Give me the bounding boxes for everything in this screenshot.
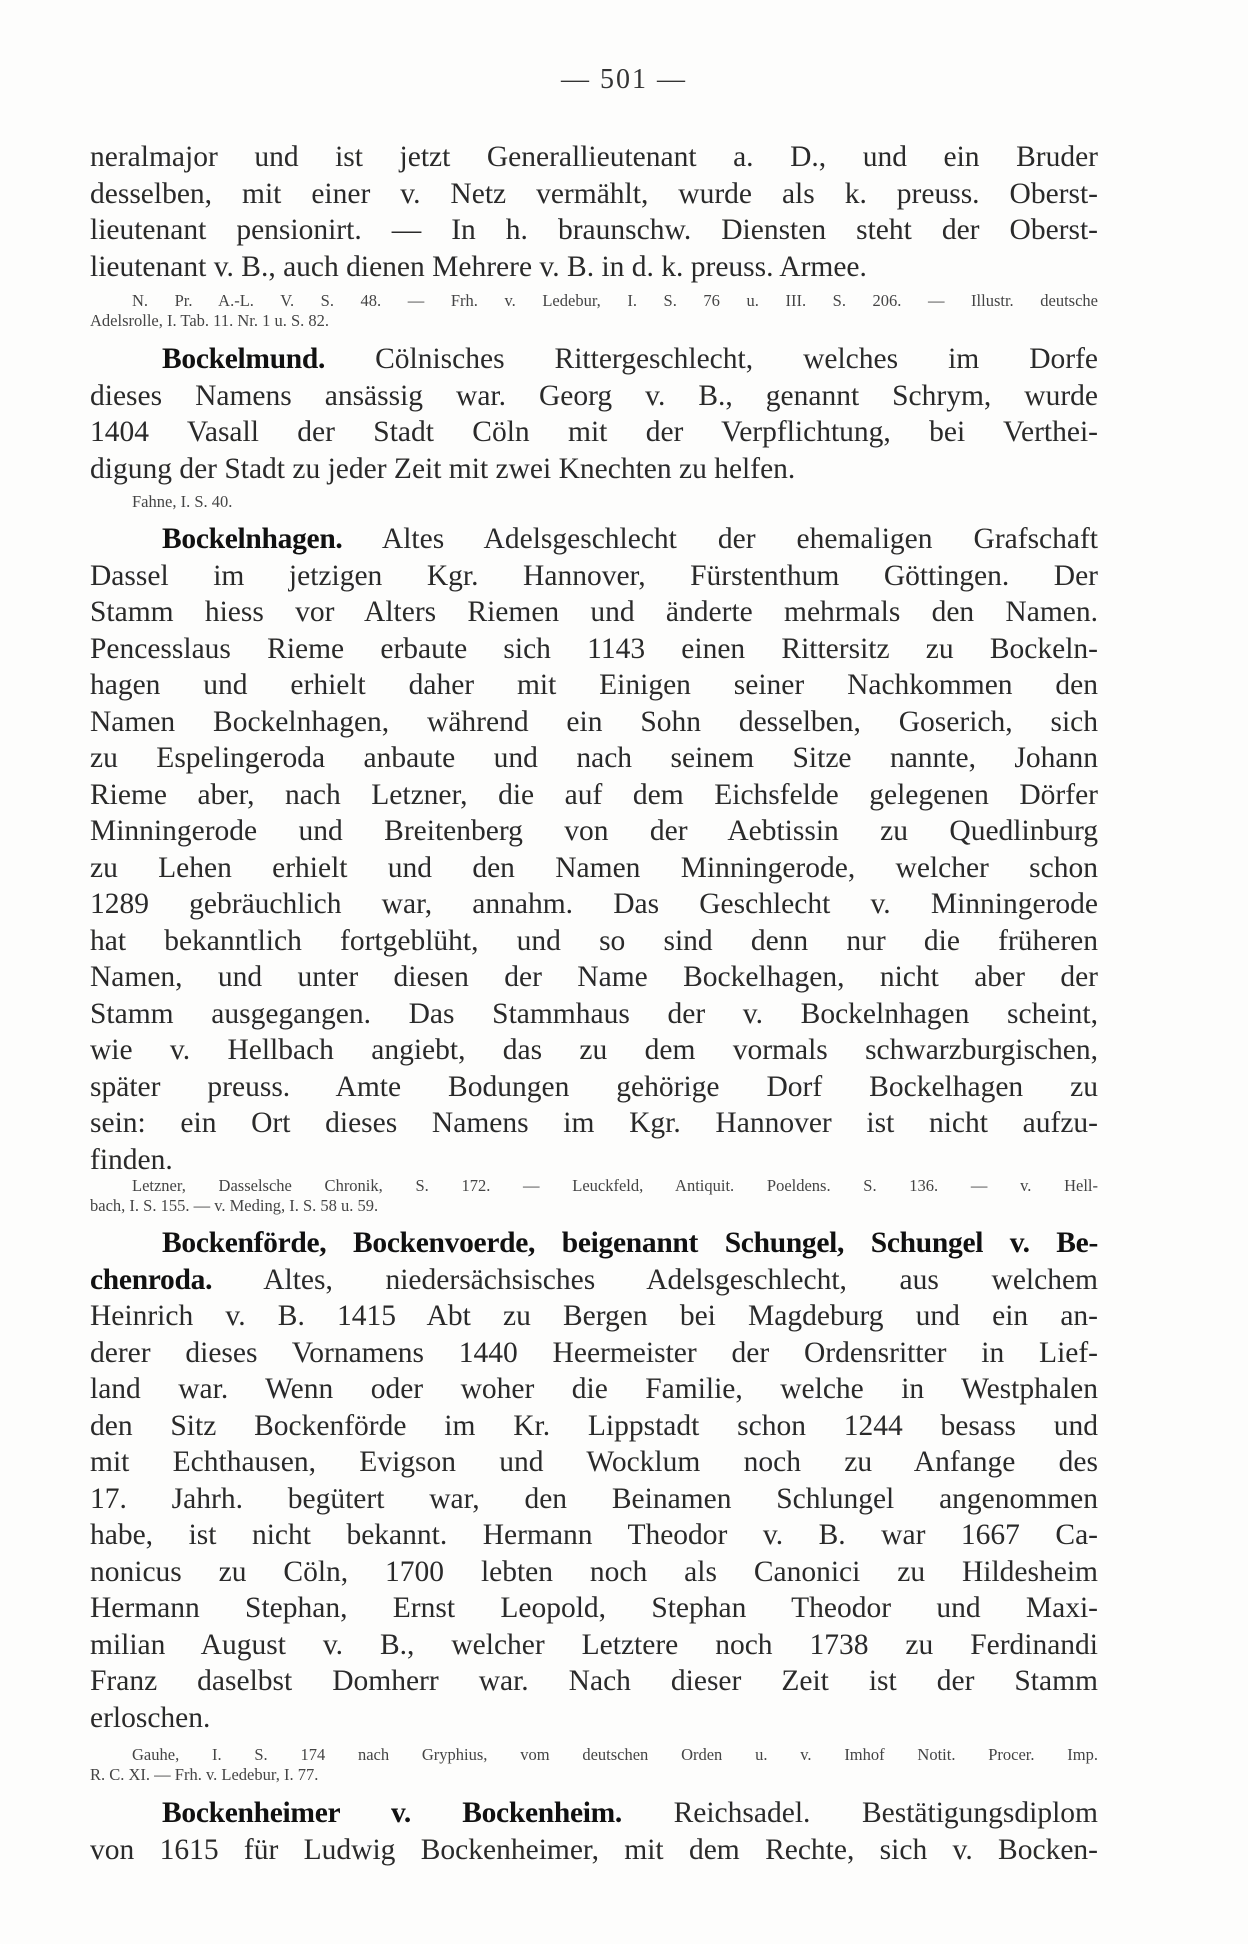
text-line	[90, 1069, 1098, 1106]
article-paragraph	[90, 1795, 1098, 1868]
citation-note	[90, 492, 1098, 512]
text-line	[90, 249, 1098, 286]
text-line	[90, 1663, 1098, 1700]
text-line	[90, 1700, 1098, 1737]
text-line	[90, 959, 1098, 996]
entry-heading: Bockenförde, Bockenvoerde, beigenannt Schungel, Schungel v. Be-	[162, 1227, 1098, 1259]
line-text: Hermann Stephan, Ernst Leopold, Stephan Theodor und Maxi-	[90, 1592, 1098, 1624]
page-number: — 501 —	[561, 64, 687, 95]
line-text: später preuss. Amte Bodungen gehörige Dorf Bockelhagen zu	[90, 1070, 1098, 1103]
text-line	[90, 1225, 1098, 1262]
text-line	[90, 378, 1098, 415]
line-text: Gauhe, I. S. 174 nach Gryphius, vom deutschen Orden u. v. Imhof Notit. Procer. Imp.	[132, 1745, 1098, 1764]
line-text: zu Espelingeroda anbaute und nach seinem Sitze nannte, Johann	[90, 742, 1098, 774]
line-text: Rieme aber, nach Letzner, die auf dem Eichsfelde gelegenen Dörfer	[90, 778, 1098, 811]
text-line	[90, 850, 1098, 887]
text-line	[90, 1262, 1098, 1299]
text-line	[90, 704, 1098, 741]
text-line	[90, 886, 1098, 923]
text-line	[90, 558, 1098, 595]
line-text: Pencesslaus Rieme erbaute sich 1143 einen Rittersitz zu Bockeln-	[90, 632, 1098, 665]
line-text: sein: ein Ort dieses Namens im Kgr. Hannover ist nicht aufzu-	[90, 1107, 1098, 1139]
text-line	[90, 594, 1098, 631]
line-text: 1289 gebräuchlich war, annahm. Das Geschlecht v. Minningerode	[90, 888, 1098, 920]
text-line	[90, 1832, 1098, 1869]
article-paragraph	[90, 341, 1098, 487]
text-line	[90, 667, 1098, 704]
text-line	[90, 813, 1098, 850]
line-text: bach, I. S. 155. — v. Meding, I. S. 58 u. 59.	[90, 1196, 379, 1215]
line-text: Letzner, Dasselsche Chronik, S. 172. — Leuckfeld, Antiquit. Poeldens. S. 136. — v. Hell-	[132, 1176, 1098, 1195]
line-text: zu Lehen erhielt und den Namen Minningerode, welcher schon	[90, 851, 1098, 884]
text-line	[90, 777, 1098, 814]
text-line	[90, 1105, 1098, 1142]
line-text: hat bekanntlich fortgeblüht, und so sind denn nur die früheren	[90, 924, 1098, 957]
entry-heading: chenroda.	[90, 1263, 213, 1296]
line-text: Franz daselbst Domherr war. Nach dieser Zeit ist der Stamm	[90, 1665, 1098, 1697]
line-text: Minningerode und Breitenberg von der Aebtissin zu Quedlinburg	[90, 815, 1098, 847]
line-text: neralmajor und ist jetzt Generallieutenant a. D., und ein Bruder	[90, 141, 1098, 173]
text-line	[90, 631, 1098, 668]
text-line	[90, 1196, 1098, 1216]
line-text: 17. Jahrh. begütert war, den Beinamen Schlungel angenommen	[90, 1482, 1098, 1515]
entry-heading: Bockenheimer v. Bockenheim.	[162, 1797, 622, 1829]
line-text: N. Pr. A.-L. V. S. 48. — Frh. v. Ledebur, I. S. 76 u. III. S. 206. — Illustr. deutsche	[132, 291, 1098, 310]
line-text: Fahne, I. S. 40.	[132, 492, 233, 511]
entry-heading: Bockelmund.	[162, 343, 326, 375]
text-line	[90, 311, 1098, 331]
article-paragraph	[90, 139, 1098, 285]
text-line	[90, 923, 1098, 960]
text-line	[90, 1554, 1098, 1591]
text-line	[90, 521, 1098, 558]
text-line	[90, 1745, 1098, 1765]
text-line	[90, 1444, 1098, 1481]
line-text: 1404 Vasall der Stadt Cöln mit der Verpflichtung, bei Verthei-	[90, 416, 1098, 448]
line-text: finden.	[90, 1143, 173, 1176]
text-line	[90, 1765, 1098, 1785]
text-line	[90, 1032, 1098, 1069]
line-text: R. C. XI. — Frh. v. Ledebur, I. 77.	[90, 1765, 319, 1784]
line-text: lieutenant pensionirt. — In h. braunschw. Diensten steht der Oberst-	[90, 214, 1098, 246]
line-text: von 1615 für Ludwig Bockenheimer, mit dem Rechte, sich v. Bocken-	[90, 1833, 1098, 1866]
text-line	[90, 1408, 1098, 1445]
line-text: habe, ist nicht bekannt. Hermann Theodor v. B. war 1667 Ca-	[90, 1519, 1098, 1551]
text-line	[90, 740, 1098, 777]
line-text: Dassel im jetzigen Kgr. Hannover, Fürstenthum Göttingen. Der	[90, 559, 1098, 592]
line-text: desselben, mit einer v. Netz vermählt, wurde als k. preuss. Oberst-	[90, 177, 1098, 210]
text-line	[90, 1590, 1098, 1627]
text-line	[90, 451, 1098, 488]
text-line	[90, 1335, 1098, 1372]
line-text: Namen, und unter diesen der Name Bockelhagen, nicht aber der	[90, 961, 1098, 993]
line-text: Stamm ausgegangen. Das Stammhaus der v. Bockelnhagen scheint,	[90, 997, 1098, 1030]
article-paragraph	[90, 1225, 1098, 1736]
line-text: lieutenant v. B., auch dienen Mehrere v. B. in d. k. preuss. Armee.	[90, 250, 867, 283]
citation-note	[90, 291, 1098, 331]
line-text: milian August v. B., welcher Letztere noch 1738 zu Ferdinandi	[90, 1628, 1098, 1661]
text-line	[90, 291, 1098, 311]
entry-heading: Bockelnhagen.	[162, 523, 343, 555]
text-line	[90, 1481, 1098, 1518]
text-line	[90, 176, 1098, 213]
article-paragraph	[90, 521, 1098, 1178]
line-text: Altes Adelsgeschlecht der ehemaligen Grafschaft	[381, 523, 1099, 555]
text-line	[90, 1371, 1098, 1408]
text-line	[90, 492, 1098, 512]
line-text: Adelsrolle, I. Tab. 11. Nr. 1 u. S. 82.	[90, 311, 329, 330]
line-text: mit Echthausen, Evigson und Wocklum noch zu Anfange des	[90, 1446, 1098, 1478]
line-text: Stamm hiess vor Alters Riemen und änderte mehrmals den Namen.	[90, 596, 1098, 628]
citation-note	[90, 1176, 1098, 1216]
line-text: land war. Wenn oder woher die Familie, welche in Westphalen	[90, 1373, 1098, 1405]
citation-note	[90, 1745, 1098, 1785]
text-line	[90, 139, 1098, 176]
line-text: dieses Namens ansässig war. Georg v. B., genannt Schrym, wurde	[90, 379, 1098, 412]
line-text: wie v. Hellbach angiebt, das zu dem vormals schwarzburgischen,	[90, 1034, 1098, 1066]
text-line	[90, 1142, 1098, 1179]
line-text: erloschen.	[90, 1701, 211, 1734]
text-line	[90, 996, 1098, 1033]
line-text: digung der Stadt zu jeder Zeit mit zwei Knechten zu helfen.	[90, 452, 796, 485]
line-text: derer dieses Vornamens 1440 Heermeister der Ordensritter in Lief-	[90, 1336, 1098, 1369]
line-text: hagen und erhielt daher mit Einigen seiner Nachkommen den	[90, 669, 1098, 701]
text-line	[90, 341, 1098, 378]
line-text: Altes, niedersächsisches Adelsgeschlecht, aus welchem	[263, 1263, 1098, 1296]
text-line	[90, 1176, 1098, 1196]
text-line	[90, 212, 1098, 249]
line-text: Heinrich v. B. 1415 Abt zu Bergen bei Magdeburg und ein an-	[90, 1300, 1098, 1332]
text-line	[90, 1795, 1098, 1832]
text-line	[90, 414, 1098, 451]
line-text: Cölnisches Rittergeschlecht, welches im Dorfe	[375, 343, 1099, 375]
line-text: Reichsadel. Bestätigungsdiplom	[673, 1797, 1098, 1829]
line-text: den Sitz Bockenförde im Kr. Lippstadt schon 1244 besass und	[90, 1409, 1098, 1442]
text-line	[90, 1517, 1098, 1554]
line-text: Namen Bockelnhagen, während ein Sohn desselben, Goserich, sich	[90, 705, 1098, 738]
text-line	[90, 1298, 1098, 1335]
line-text: nonicus zu Cöln, 1700 lebten noch als Canonici zu Hildesheim	[90, 1555, 1098, 1588]
text-line	[90, 1627, 1098, 1664]
